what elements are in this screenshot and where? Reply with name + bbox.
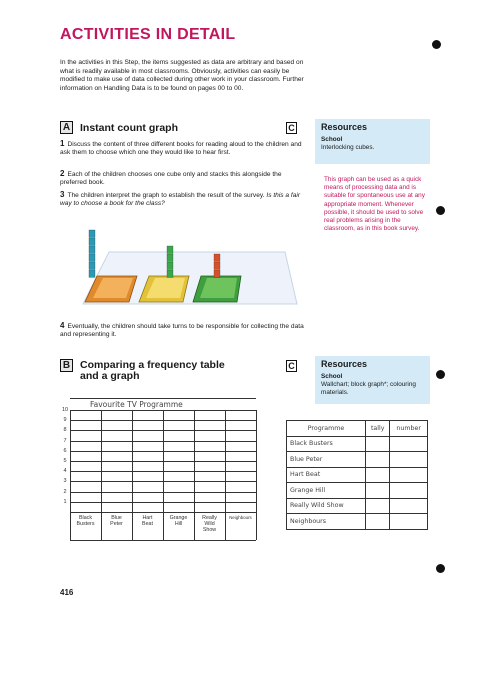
- interlocking-cube: [89, 262, 95, 269]
- category-line: Hill: [174, 521, 183, 528]
- step-text: Eventually, the children should take turns to be responsible for collecting the data and representing it.: [60, 323, 304, 339]
- page-title: ACTIVITIES IN DETAIL: [60, 26, 236, 43]
- punch-hole: [436, 370, 445, 379]
- step-text: Each of the children chooses one cube only and stacks this alongside the preferred book.: [60, 171, 282, 187]
- tally-cell: [366, 514, 390, 530]
- y-tick-label: 7: [63, 437, 67, 444]
- header-tally: tally: [366, 421, 390, 437]
- category-line: Neighbours: [229, 515, 252, 520]
- y-tick-label: 5: [63, 458, 67, 464]
- number-cell: [390, 514, 428, 530]
- interlocking-cube: [167, 262, 173, 269]
- tally-cell: [366, 483, 390, 499]
- number-cell: [390, 467, 428, 483]
- number-cell: [390, 483, 428, 499]
- tally-cell: [366, 436, 390, 452]
- table-row: [287, 452, 428, 468]
- interlocking-cube: [214, 254, 220, 261]
- step-number: 4: [60, 321, 65, 330]
- step-text: Discuss the content of three different books for reading aloud to the children and ask them to choose which one they would like to hear first.: [60, 141, 302, 157]
- category-line: Blue: [111, 515, 122, 521]
- step-number: 1: [60, 139, 65, 148]
- category-line: Wild: [204, 521, 215, 528]
- intro-paragraph: In the activities in this Step, the items suggested as data are arbitrary and based on what is readily available in most classrooms. Obviously, activities can easily be modified to make use of data collected during other work in your classroom. Further information on Handling Data is to be found on pages 00 to 00.: [60, 59, 304, 93]
- x-category-label: [164, 515, 193, 527]
- punch-hole: [436, 564, 445, 573]
- interlocking-cube: [89, 254, 95, 261]
- resources-items: Interlocking cubes.: [321, 144, 375, 151]
- book-green: [193, 276, 241, 302]
- interlocking-cube: [89, 270, 95, 277]
- x-category-label: [71, 515, 100, 527]
- number-cell: [390, 498, 428, 514]
- section-b-title-line1: Comparing a frequency table: [80, 359, 225, 371]
- tally-cell: [366, 498, 390, 514]
- table-row: [287, 483, 428, 499]
- category-line: Black: [79, 515, 92, 521]
- category-line: Grange: [169, 515, 188, 521]
- category-line: Beat: [142, 521, 153, 528]
- step-number: 3: [60, 190, 65, 199]
- teacher-note: This graph can be used as a quick means of processing data and is suitable for spontaneous use at any appropriate moment. Whenever possible, it should be used to solve real problems arising in the classroom, as in this book survey.: [324, 176, 425, 233]
- x-category-label: [195, 515, 224, 534]
- resources-items: Wallchart; block graph*; colouring materials.: [321, 381, 416, 396]
- resources-heading: Resources: [321, 122, 368, 132]
- section-b-badge: B: [60, 359, 73, 372]
- page-number: 416: [60, 588, 74, 597]
- step-3: [60, 191, 310, 209]
- table-row: [287, 514, 428, 530]
- category-line: Peter: [110, 521, 123, 528]
- header-number: number: [390, 421, 428, 437]
- interlocking-cube: [89, 238, 95, 245]
- book-survey-illustration: [75, 212, 305, 314]
- y-tick-label: 8: [63, 427, 67, 434]
- programme-cell: Hart Beat: [287, 467, 366, 483]
- interlocking-cube: [167, 246, 173, 253]
- table-header-row: [287, 421, 428, 437]
- programme-cell: Blue Peter: [287, 452, 366, 468]
- graph-border: [70, 398, 256, 399]
- step-1: [60, 140, 310, 158]
- y-tick-label: 3: [63, 478, 67, 485]
- grid-hline: [70, 540, 256, 541]
- section-b-resources-box: [315, 356, 430, 404]
- resources-school-label: School: [321, 136, 343, 143]
- programme-cell: Really Wild Show: [287, 498, 366, 514]
- book-orange: [85, 276, 137, 302]
- step-2: [60, 170, 310, 188]
- interlocking-cube: [167, 254, 173, 261]
- punch-hole: [432, 40, 441, 49]
- step-number: 2: [60, 169, 65, 178]
- step-question: Is this a fair way to choose a book for the class?: [60, 192, 301, 208]
- step-4: [60, 322, 315, 340]
- y-tick-label: 4: [63, 468, 67, 475]
- x-category-label: [226, 515, 255, 521]
- punch-hole: [436, 206, 445, 215]
- interlocking-cube: [89, 230, 95, 237]
- x-category-label: [102, 515, 131, 527]
- y-tick-label: 1: [63, 498, 67, 505]
- number-cell: [390, 452, 428, 468]
- programme-cell: Black Busters: [287, 436, 366, 452]
- section-b-title-line2: and a graph: [80, 370, 140, 382]
- interlocking-cube: [214, 270, 220, 277]
- frequency-table: [286, 420, 428, 530]
- number-cell: [390, 436, 428, 452]
- category-line: Show: [202, 527, 217, 534]
- y-tick-label: 2: [63, 488, 67, 495]
- section-a-title: Instant count graph: [80, 122, 178, 134]
- programme-cell: Grange Hill: [287, 483, 366, 499]
- y-tick-label: 10: [61, 407, 69, 413]
- section-a-badge: A: [60, 121, 73, 134]
- graph-title: Favourite TV Programme: [90, 400, 183, 409]
- programme-cell: Neighbours: [287, 514, 366, 530]
- interlocking-cube: [89, 246, 95, 253]
- y-tick-label: 6: [63, 447, 67, 454]
- table-row: [287, 467, 428, 483]
- section-b-title: [80, 360, 225, 382]
- resources-school-label: School: [321, 373, 343, 380]
- resources-heading: Resources: [321, 359, 368, 369]
- y-tick-label: 9: [63, 417, 67, 424]
- block-graph: [60, 398, 257, 543]
- section-b-c-marker: C: [286, 360, 297, 372]
- tally-cell: [366, 452, 390, 468]
- table-row: [287, 498, 428, 514]
- x-category-label: [133, 515, 162, 527]
- interlocking-cube: [214, 262, 220, 269]
- table-row: [287, 436, 428, 452]
- category-line: Really: [202, 515, 217, 521]
- step-text: The children interpret the graph to establish the result of the survey.: [67, 192, 265, 199]
- section-a-c-marker: C: [286, 122, 297, 134]
- category-line: Busters: [76, 521, 95, 528]
- grid-vline: [256, 410, 257, 540]
- category-line: Hart: [142, 515, 153, 521]
- header-programme: Programme: [287, 421, 366, 437]
- section-a-resources-box: [315, 119, 430, 164]
- interlocking-cube: [167, 270, 173, 277]
- tally-cell: [366, 467, 390, 483]
